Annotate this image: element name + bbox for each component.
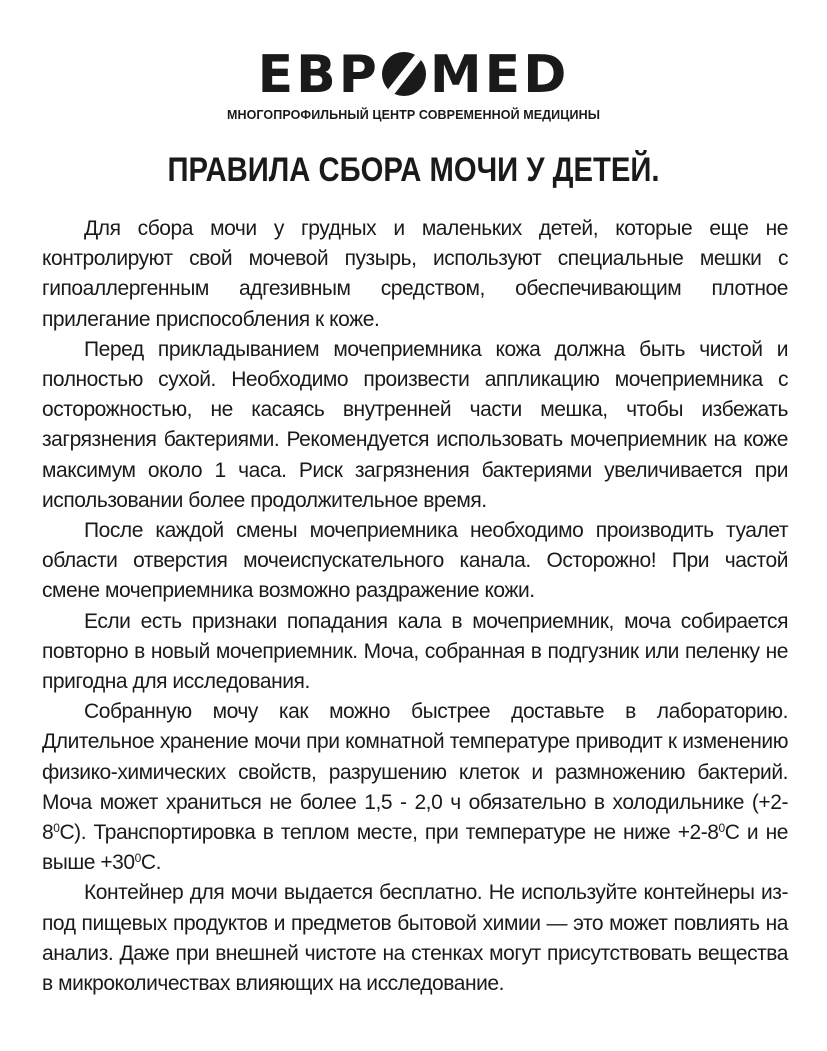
document-body [42, 214, 788, 999]
paragraph-contamination: Если есть признаки попадания кала в мочеприемник, моча собирается повторно в новый мочеприемник. Моча, собранная в подгузник или пеленку не пригодна для исследования. [42, 609, 788, 694]
storage-text-2: С). Транспортировка в теплом месте, при температуре не ниже +2-8 [59, 821, 719, 845]
storage-text-3: С и не выше +30 [42, 821, 788, 875]
coffee-bean-icon [382, 52, 426, 96]
storage-text-4: С. [140, 851, 161, 875]
page-title: ПРАВИЛА СБОРА МОЧИ У ДЕТЕЙ. [167, 151, 660, 189]
paragraph-infant-bags: Для сбора мочи у грудных и маленьких детей, которые еще не контролируют свой мочевой пузырь, используют специальные мешки с гипоаллергенным адгезивным средством, обеспечивающим плотное прилегание приспособления к коже. [42, 217, 788, 331]
degree-mark-2: 0 [718, 821, 725, 836]
logo-tagline: МНОГОПРОФИЛЬНЫЙ ЦЕНТР СОВРЕМЕННОЙ МЕДИЦИНЫ [226, 108, 601, 122]
logo-text-start: ЕВР [257, 45, 380, 105]
degree-mark-3: 0 [134, 851, 141, 866]
paragraph-container: Контейнер для мочи выдается бесплатно. Не используйте контейнеры из-под пищевых продуктов и предметов бытовой химии — это может повлиять на анализ. Даже при внешней чистоте на стенках могут присутствовать вещества в микроколичествах влияющих на исследование. [42, 881, 788, 996]
paragraph-storage [42, 697, 788, 878]
logo-wordmark [0, 44, 827, 106]
degree-mark-1: 0 [53, 821, 60, 836]
paragraph-hygiene: После каждой смены мочеприемника необходимо производить туалет области отверстия мочеиспускательного канала. Осторожно! При частой смене мочеприемника возможно раздражение кожи. [42, 519, 788, 603]
logo-text-end: MED [429, 45, 570, 105]
storage-text-1: Собранную мочу как можно быстрее доставьте в лабораторию. Длительное хранение мочи при комнатной температуре приводит к изменению физико-химических свойств, разрушению клеток и размножению бактерий. Моча может храниться не более 1,5 - 2,0 ч обязательно в холодильнике (+2-8 [42, 700, 788, 845]
brand-logo [0, 44, 827, 134]
paragraph-application: Перед прикладыванием мочеприемника кожа должна быть чистой и полностью сухой. Необходимо произвести аппликацию мочеприемника с осторожностью, не касаясь внутренней части мешка, чтобы избежать загрязнения бактериями. Рекомендуется использовать мочеприемник на коже максимум около 1 часа. Риск загрязнения бактериями увеличивается при использовании более продолжительное время. [42, 337, 788, 512]
